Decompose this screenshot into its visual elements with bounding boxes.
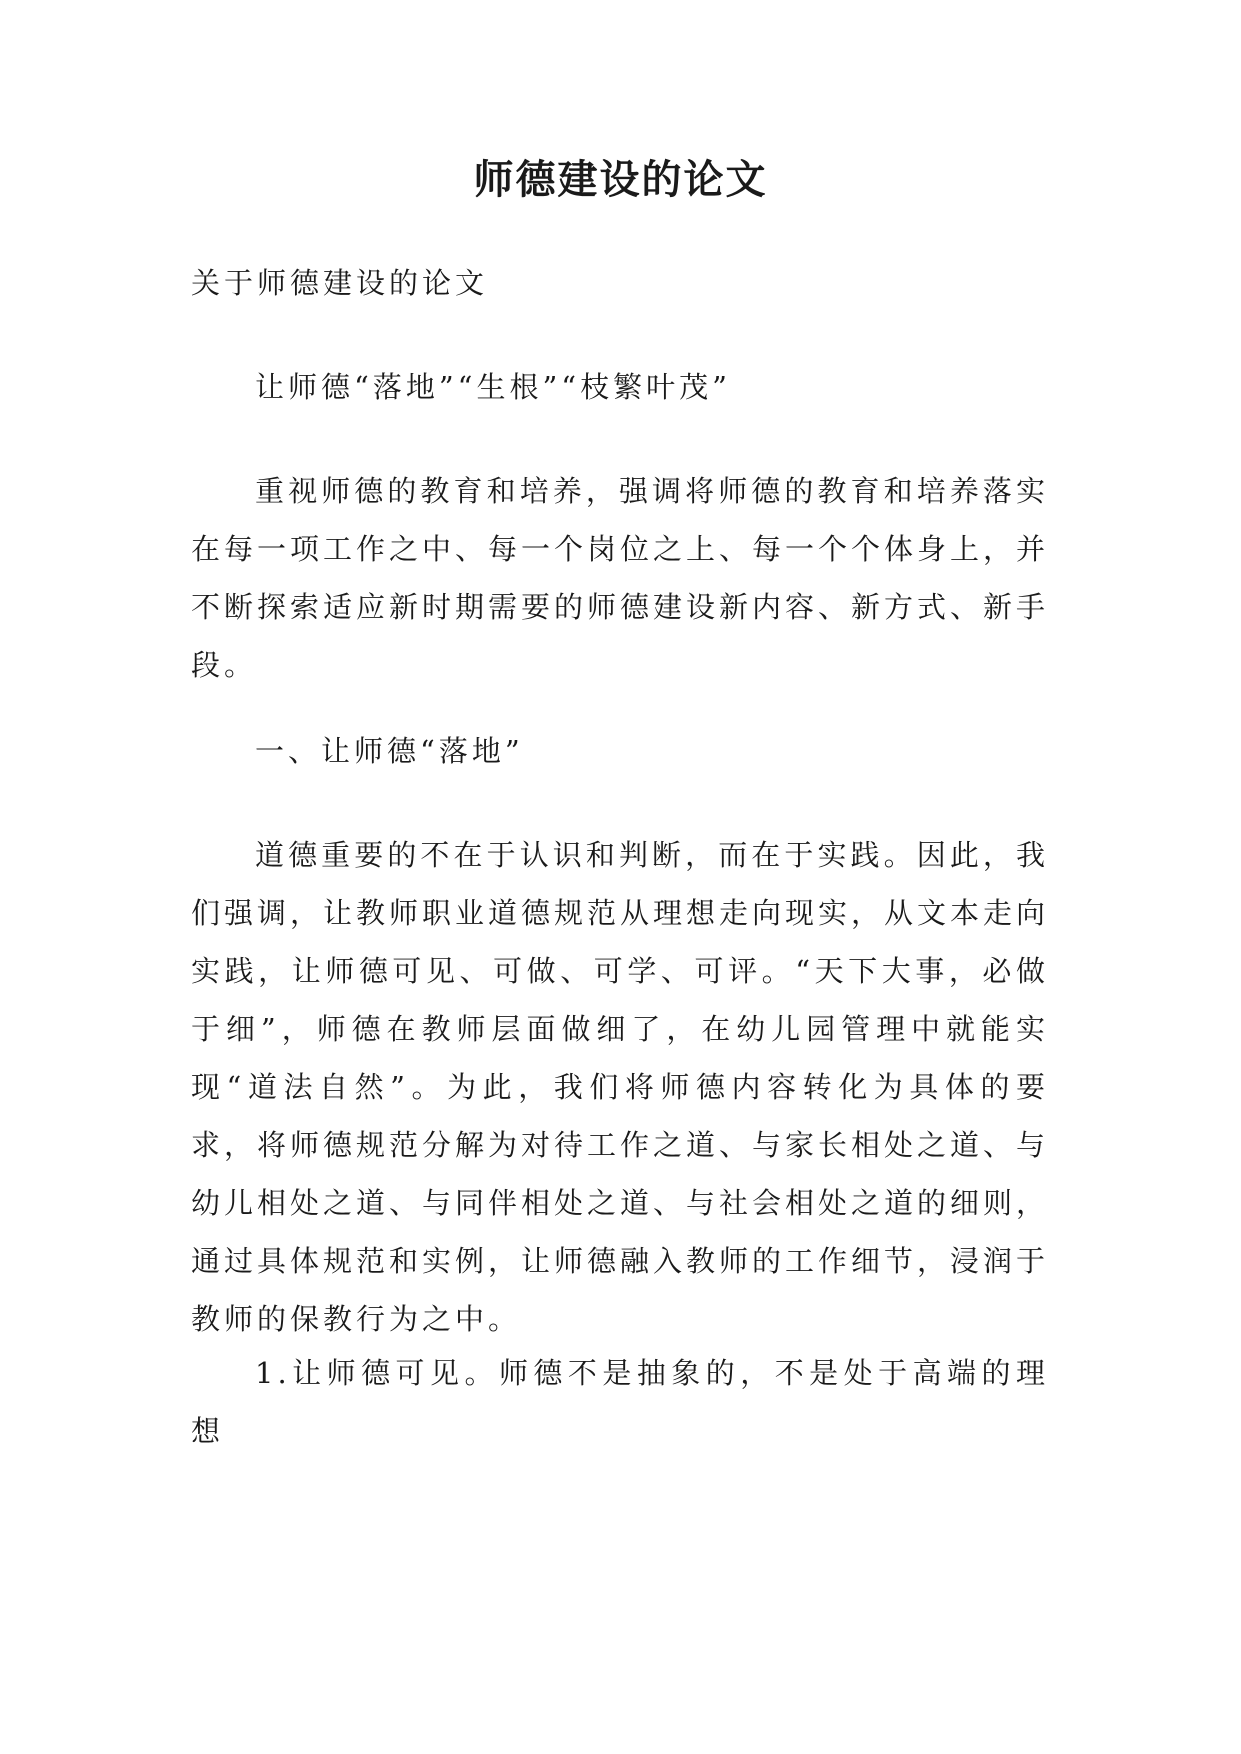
document-title: 师德建设的论文 [473, 156, 768, 203]
main-heading: 让师德“落地”“生根”“枝繁叶茂” [255, 370, 731, 404]
intro-paragraph: 重视师德的教育和培养，强调将师德的教育和培养落实在每一项工作之中、每一个岗位之上、每一个个体身上，并不断探索适应新时期需要的师德建设新内容、新方式、新手段。 [191, 474, 1050, 682]
section-1-heading: 一、让师德“落地” [255, 734, 524, 768]
section-1-paragraph: 道德重要的不在于认识和判断，而在于实践。因此，我们强调，让教师职业道德规范从理想走向现实，从文本走向实践，让师德可见、可做、可学、可评。“天下大事，必做于细”，师德在教师层面做细了，在幼儿园管理中就能实现“道法自然”。为此，我们将师德内容转化为具体的要求，将师德规范分解为对待工作之道、与家长相处之道、与幼儿相处之道、与同伴相处之道、与社会相处之道的细则，通过具体规范和实例，让师德融入教师的工作细节，浸润于教师的保教行为之中。 [191, 838, 1050, 1336]
document-subtitle: 关于师德建设的论文 [191, 266, 489, 300]
item-1-paragraph: 1.让师德可见。师德不是抽象的，不是处于高端的理想 [191, 1356, 1049, 1448]
